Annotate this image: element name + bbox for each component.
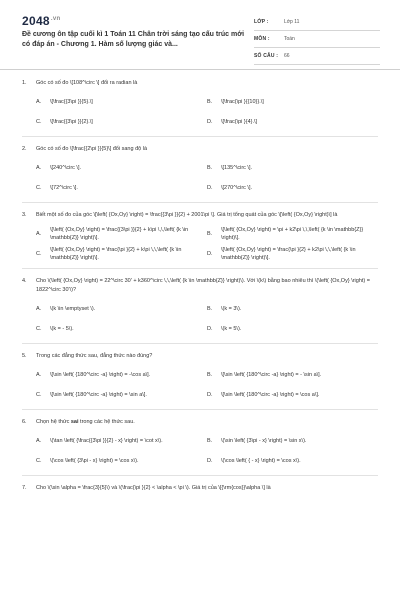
- option-letter: D.: [207, 458, 213, 464]
- option-text: \(k \in \emptyset \).: [50, 306, 96, 312]
- option-text: \[\left( {Ox,Oy} \right) = \pi + k2\pi \,\,\left( {k \in \mathbb{Z}} \right)\].: [221, 227, 364, 241]
- option-text: \(\cos \left( {3\pi - x} \right) = \cos x\).: [50, 458, 139, 464]
- option-b[interactable]: [207, 158, 378, 178]
- option-b[interactable]: [207, 365, 378, 385]
- option-text: \(\sin \left( {3\pi - x} \right) = \sin x\).: [221, 438, 307, 444]
- meta-label: SỐ CÂU :: [254, 53, 279, 59]
- option-c[interactable]: [36, 244, 207, 264]
- option-d[interactable]: [207, 451, 378, 471]
- option-a[interactable]: [36, 158, 207, 178]
- option-letter: A.: [36, 438, 42, 444]
- option-b[interactable]: [207, 431, 378, 451]
- question-divider: [22, 409, 378, 410]
- option-letter: C.: [36, 251, 42, 257]
- option-letter: A.: [36, 372, 42, 378]
- question-3: [22, 211, 378, 269]
- question-list: [0, 79, 400, 493]
- option-c[interactable]: [36, 451, 207, 471]
- option-text: \[\frac{{3\pi }}{2}.\]: [50, 119, 93, 125]
- question-head: [22, 145, 378, 154]
- option-letter: C.: [36, 326, 42, 332]
- option-letter: B.: [207, 438, 213, 444]
- question-7: [22, 484, 378, 493]
- question-text: Biết một số đo của góc \[\left( {Ox,Oy} \right) = \frac{{3\pi }}{2} + 2001\pi \]. Giá trị tổng quát của góc \[\left( {Ox,Oy} \right)\] là: [36, 212, 338, 218]
- option-d[interactable]: [207, 385, 378, 405]
- option-letter: C.: [36, 392, 42, 398]
- question-text-after: trong các hệ thức sau.: [78, 419, 135, 425]
- option-text: \[\sin \left( {180^\circ -a} \right) = - \sin a\].: [221, 372, 322, 378]
- question-head: [22, 211, 378, 220]
- option-letter: D.: [207, 392, 213, 398]
- option-letter: A.: [36, 231, 42, 237]
- option-a[interactable]: [36, 224, 207, 244]
- question-head: [22, 79, 378, 88]
- option-letter: D.: [207, 326, 213, 332]
- option-d[interactable]: [207, 112, 378, 132]
- option-c[interactable]: [36, 385, 207, 405]
- answer-options: [36, 299, 378, 339]
- option-text: \(k = 3\).: [221, 306, 242, 312]
- question-text: Góc có số đo \[\frac{{2\pi }}{5}\] đổi sang độ là: [36, 146, 147, 152]
- meta-row-subject: [254, 31, 380, 48]
- option-text: \[135^\circ \].: [221, 165, 253, 171]
- question-divider: [22, 343, 378, 344]
- option-letter: A.: [36, 99, 42, 105]
- meta-label: LỚP :: [254, 19, 269, 25]
- answer-options: [36, 431, 378, 471]
- question-text: Góc có số đo \[108^\circ \] đổi ra radian là: [36, 80, 138, 86]
- option-letter: B.: [207, 99, 213, 105]
- question-5: [22, 352, 378, 410]
- option-letter: A.: [36, 306, 42, 312]
- option-c[interactable]: [36, 319, 207, 339]
- option-text: \[270^\circ \].: [221, 185, 253, 191]
- question-number: 5.: [22, 353, 27, 359]
- logo-text: 2048: [22, 14, 50, 28]
- meta-value: Lớp 11: [284, 19, 300, 25]
- option-b[interactable]: [207, 224, 378, 244]
- option-b[interactable]: [207, 299, 378, 319]
- option-text: \(\tan \left( {\frac{{3\pi }}{2} - x} \right) = \cot x\).: [50, 438, 163, 444]
- option-d[interactable]: [207, 319, 378, 339]
- option-c[interactable]: [36, 112, 207, 132]
- answer-options: [36, 158, 378, 198]
- question-6: [22, 418, 378, 476]
- option-a[interactable]: [36, 92, 207, 112]
- question-number: 3.: [22, 212, 27, 218]
- answer-options: [36, 365, 378, 405]
- option-text: \[\sin \left( {180^\circ -a} \right) = -\cos a\].: [50, 372, 151, 378]
- option-b[interactable]: [207, 92, 378, 112]
- option-text: \(\cos \left( { - x} \right) = \cos x\).: [221, 458, 301, 464]
- option-letter: D.: [207, 251, 213, 257]
- option-letter: B.: [207, 231, 213, 237]
- question-head: [22, 418, 378, 427]
- option-text: \[\left( {Ox,Oy} \right) = \frac{\pi }{2} + k\pi \,\,\left( {k \in \mathbb{Z}} \right)\].: [50, 247, 182, 261]
- question-number: 4.: [22, 278, 27, 284]
- option-text: \[\sin \left( {180^\circ -a} \right) = \sin a\].: [50, 392, 147, 398]
- option-text: \[\frac{{3\pi }}{5}.\]: [50, 99, 93, 105]
- option-letter: B.: [207, 306, 213, 312]
- document-meta: [254, 14, 380, 65]
- question-number: 6.: [22, 419, 27, 425]
- option-a[interactable]: [36, 299, 207, 319]
- question-divider: [22, 475, 378, 476]
- option-text: \[\frac{\pi }{{10}}.\]: [221, 99, 264, 105]
- question-text: [36, 418, 378, 427]
- logo-domain: .vn: [50, 16, 61, 22]
- option-d[interactable]: [207, 244, 378, 264]
- question-head: [22, 484, 378, 493]
- question-divider: [22, 136, 378, 137]
- meta-value: 66: [284, 53, 290, 59]
- option-c[interactable]: [36, 178, 207, 198]
- question-head: [22, 277, 378, 295]
- meta-value: Toán: [284, 36, 295, 42]
- option-text: \(k = 5\).: [221, 326, 242, 332]
- document-title: Đề cương ôn tập cuối kì 1 Toán 11 Chân trời sáng tạo cấu trúc mới có đáp án - Chương 1. Hàm số lượng giác và...: [22, 31, 245, 48]
- option-a[interactable]: [36, 365, 207, 385]
- question-number: 2.: [22, 146, 27, 152]
- option-text: \[\left( {Ox,Oy} \right) = \frac{\pi }{2} + k2\pi \,\,\left( {k \in \mathbb{Z}} \right)\].: [221, 247, 356, 261]
- option-letter: C.: [36, 119, 42, 125]
- option-a[interactable]: [36, 431, 207, 451]
- answer-options: [36, 92, 378, 132]
- question-number: 1.: [22, 80, 27, 86]
- question-text: Trong các đẳng thức sau, đẳng thức nào đúng?: [36, 353, 153, 359]
- option-text: \(k = - 5\).: [50, 326, 74, 332]
- question-2: [22, 145, 378, 203]
- question-head: [22, 352, 378, 361]
- question-number: 7.: [22, 485, 27, 491]
- option-letter: B.: [207, 372, 213, 378]
- question-4: [22, 277, 378, 344]
- option-text: \[\sin \left( {180^\circ -a} \right) = \cos a\].: [221, 392, 320, 398]
- meta-label: MÔN :: [254, 36, 270, 42]
- option-letter: D.: [207, 185, 213, 191]
- answer-options: [36, 224, 378, 264]
- option-letter: C.: [36, 458, 42, 464]
- option-text: \[72^\circ \].: [50, 185, 78, 191]
- question-text: Cho \(\sin \alpha = \frac{3}{5}\) và \(\frac{\pi }{2} < \alpha < \pi \). Giá trị của \[{\rm{cos}}\alpha \] là: [36, 485, 271, 491]
- option-letter: C.: [36, 185, 42, 191]
- option-text: \[240^\circ \].: [50, 165, 82, 171]
- meta-row-count: [254, 48, 380, 65]
- question-text: Cho \(\left( {Ox,Oy} \right) = 22^\circ 30' + k360^\circ \,\,\left( {k \in \mathbb{Z}} \right)\). Với \(k\) bằng bao nhiêu thì \(\left( {Ox,Oy} \right) = 1822^\circ 30'\)?: [36, 278, 370, 293]
- question-1: [22, 79, 378, 137]
- option-d[interactable]: [207, 178, 378, 198]
- option-letter: B.: [207, 165, 213, 171]
- question-divider: [22, 268, 378, 269]
- option-text: \[\left( {Ox,Oy} \right) = \frac{{3\pi }}{2} + k\pi \,\,\left( {k \in \mathbb{Z}} \right)\].: [50, 227, 189, 241]
- option-letter: A.: [36, 165, 42, 171]
- header-divider: [0, 69, 400, 70]
- site-logo[interactable]: [22, 14, 60, 28]
- option-letter: D.: [207, 119, 213, 125]
- question-text-emphasis: sai: [70, 419, 79, 425]
- question-text-before: Chọn hệ thức: [36, 419, 71, 425]
- meta-row-class: [254, 14, 380, 31]
- option-text: \[\frac{\pi }{4}.\]: [221, 119, 258, 125]
- question-divider: [22, 202, 378, 203]
